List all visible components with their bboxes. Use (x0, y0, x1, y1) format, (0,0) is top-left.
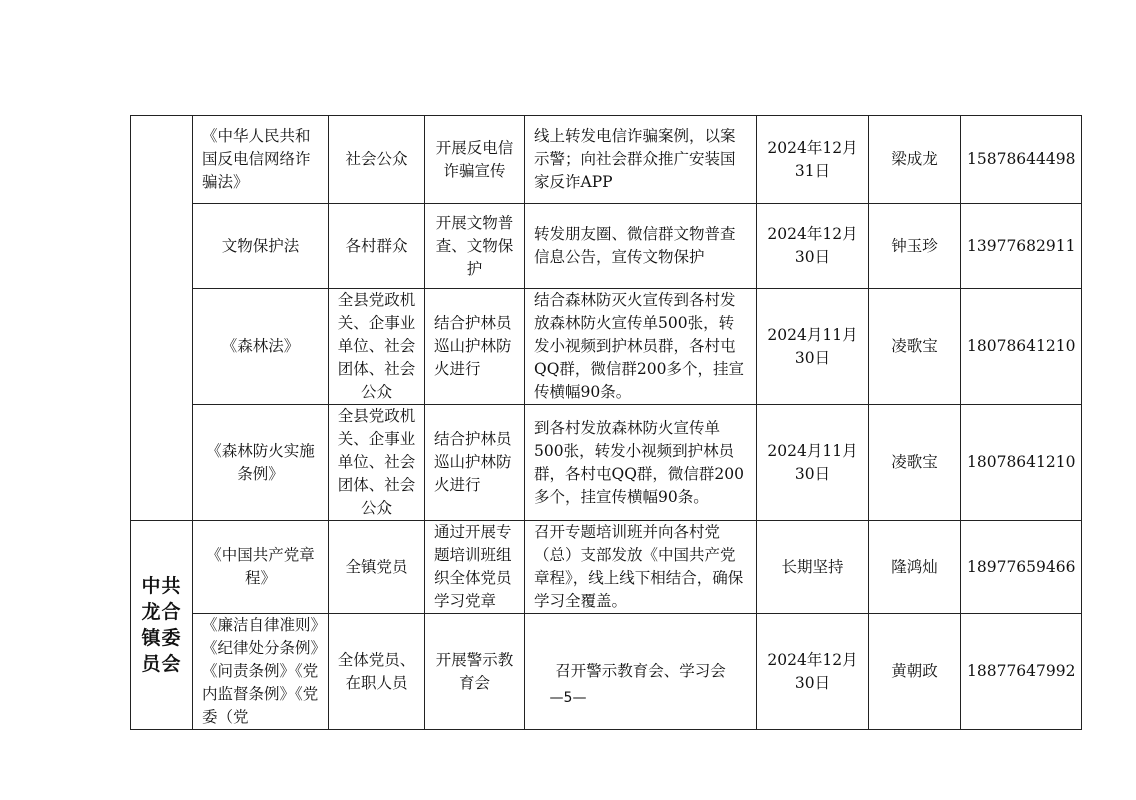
org-cell-empty (131, 116, 193, 521)
deadline-cell: 2024年12月31日 (757, 116, 869, 204)
content-cell: 线上转发电信诈骗案例，以案示警；向社会群众推广安装国家反诈APP (525, 116, 757, 204)
form-cell: 结合护林员巡山护林防火进行 (425, 289, 525, 405)
person-cell: 凌歌宝 (869, 405, 961, 521)
person-cell: 隆鸿灿 (869, 521, 961, 614)
target-cell: 全体党员、在职人员 (329, 614, 425, 730)
phone-cell: 15878644498 (961, 116, 1082, 204)
deadline-cell: 2024月11月30日 (757, 405, 869, 521)
deadline-cell: 2024年12月30日 (757, 614, 869, 730)
phone-cell: 13977682911 (961, 204, 1082, 289)
phone-cell: 18078641210 (961, 289, 1082, 405)
table-row (131, 614, 1082, 730)
deadline-cell: 长期坚持 (757, 521, 869, 614)
person-cell: 黄朝政 (869, 614, 961, 730)
phone-cell: 18078641210 (961, 405, 1082, 521)
law-cell: 《中国共产党章程》 (193, 521, 329, 614)
deadline-cell: 2024月11月30日 (757, 289, 869, 405)
content-cell: 结合森林防灭火宣传到各村发放森林防火宣传单500张，转发小视频到护林员群，各村屯QQ群，微信群200多个，挂宣传横幅90条。 (525, 289, 757, 405)
target-cell: 社会公众 (329, 116, 425, 204)
law-cell: 《廉洁自律准则》《纪律处分条例》《问责条例》《党内监督条例》《党委（党 (193, 614, 329, 730)
table-row (131, 289, 1082, 405)
law-publicity-table (130, 115, 1082, 730)
content-cell: 召开专题培训班并向各村党（总）支部发放《中国共产党章程》，线上线下相结合，确保学习全覆盖。 (525, 521, 757, 614)
phone-cell: 18977659466 (961, 521, 1082, 614)
table-row (131, 204, 1082, 289)
content-cell: 转发朋友圈、微信群文物普查信息公告，宣传文物保护 (525, 204, 757, 289)
form-cell: 结合护林员巡山护林防火进行 (425, 405, 525, 521)
law-cell: 《森林防火实施条例》 (193, 405, 329, 521)
form-cell: 通过开展专题培训班组织全体党员学习党章 (425, 521, 525, 614)
org-cell: 中共龙合镇委员会 (131, 521, 193, 730)
table-row (131, 116, 1082, 204)
person-cell: 凌歌宝 (869, 289, 961, 405)
content-cell: 到各村发放森林防火宣传单500张，转发小视频到护林员群，各村屯QQ群，微信群200多个，挂宣传横幅90条。 (525, 405, 757, 521)
form-cell: 开展文物普查、文物保护 (425, 204, 525, 289)
target-cell: 全镇党员 (329, 521, 425, 614)
phone-cell: 18877647992 (961, 614, 1082, 730)
form-cell: 开展警示教育会 (425, 614, 525, 730)
person-cell: 钟玉珍 (869, 204, 961, 289)
law-cell: 《森林法》 (193, 289, 329, 405)
content-cell: 召开警示教育会、学习会 (525, 614, 757, 730)
law-cell: 《中华人民共和国反电信网络诈骗法》 (193, 116, 329, 204)
target-cell: 全县党政机关、企事业单位、社会团体、社会公众 (329, 405, 425, 521)
deadline-cell: 2024年12月30日 (757, 204, 869, 289)
form-cell: 开展反电信诈骗宣传 (425, 116, 525, 204)
target-cell: 各村群众 (329, 204, 425, 289)
table-row (131, 405, 1082, 521)
law-cell: 文物保护法 (193, 204, 329, 289)
page-number: —5— (549, 690, 587, 706)
table-row (131, 521, 1082, 614)
target-cell: 全县党政机关、企事业单位、社会团体、社会公众 (329, 289, 425, 405)
person-cell: 梁成龙 (869, 116, 961, 204)
